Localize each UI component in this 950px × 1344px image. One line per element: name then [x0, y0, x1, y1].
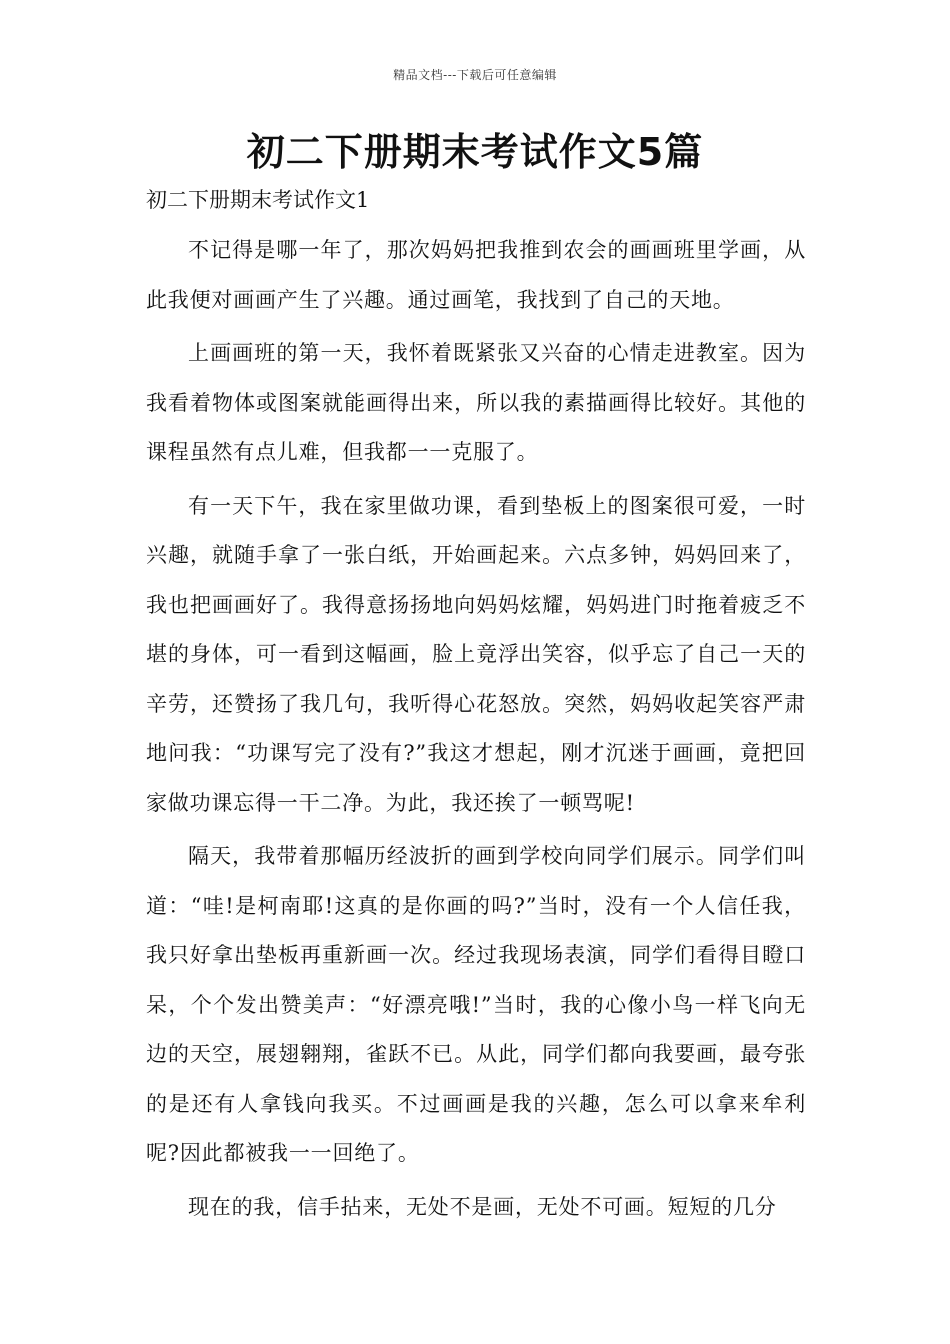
header-note: 精品文档---下载后可任意编辑	[393, 68, 557, 82]
paragraph-2: 上画画班的第一天，我怀着既紧张又兴奋的心情走进教室。因为我看着物体或图案就能画得出来，所以我的素描画得比较好。其他的课程虽然有点儿难，但我都一一克服了。	[146, 341, 806, 464]
paragraph-5: 现在的我，信手拈来，无处不是画，无处不可画。短短的几分	[188, 1194, 777, 1219]
paragraph-3: 有一天下午，我在家里做功课，看到垫板上的图案很可爱，一时兴趣，就随手拿了一张白纸，开始画起来。六点多钟，妈妈回来了，我也把画画好了。我得意扬扬地向妈妈炫耀，妈妈进门时拖着疲乏不堪的身体，可一看到这幅画，脸上竟浮出笑容，似乎忘了自己一天的辛劳，还赞扬了我几句，我听得心花怒放。突然，妈妈收起笑容严肃地问我：“功课写完了没有?”我这才想起，刚才沉迷于画画，竟把回家做功课忘得一干二净。为此，我还挨了一顿骂呢!	[146, 493, 806, 815]
body-text	[146, 226, 806, 1236]
paragraph-1: 不记得是哪一年了，那次妈妈把我推到农会的画画班里学画，从此我便对画画产生了兴趣。通过画笔，我找到了自己的天地。	[146, 238, 806, 312]
paragraph-4: 隔天，我带着那幅历经波折的画到学校向同学们展示。同学们叫道：“哇!是柯南耶!这真的是你画的吗?”当时，没有一个人信任我，我只好拿出垫板再重新画一次。经过我现场表演，同学们看得目瞪口呆，个个发出赞美声：“好漂亮哦!”当时，我的心像小鸟一样飞向无边的天空，展翅翱翔，雀跃不已。从此，同学们都向我要画，最夸张的是还有人拿钱向我买。不过画画是我的兴趣，怎么可以拿来牟利呢?因此都被我一一回绝了。	[146, 844, 806, 1165]
document-title: 初二下册期末考试作文5篇	[246, 130, 704, 174]
section-title: 初二下册期末考试作文1	[146, 188, 370, 212]
